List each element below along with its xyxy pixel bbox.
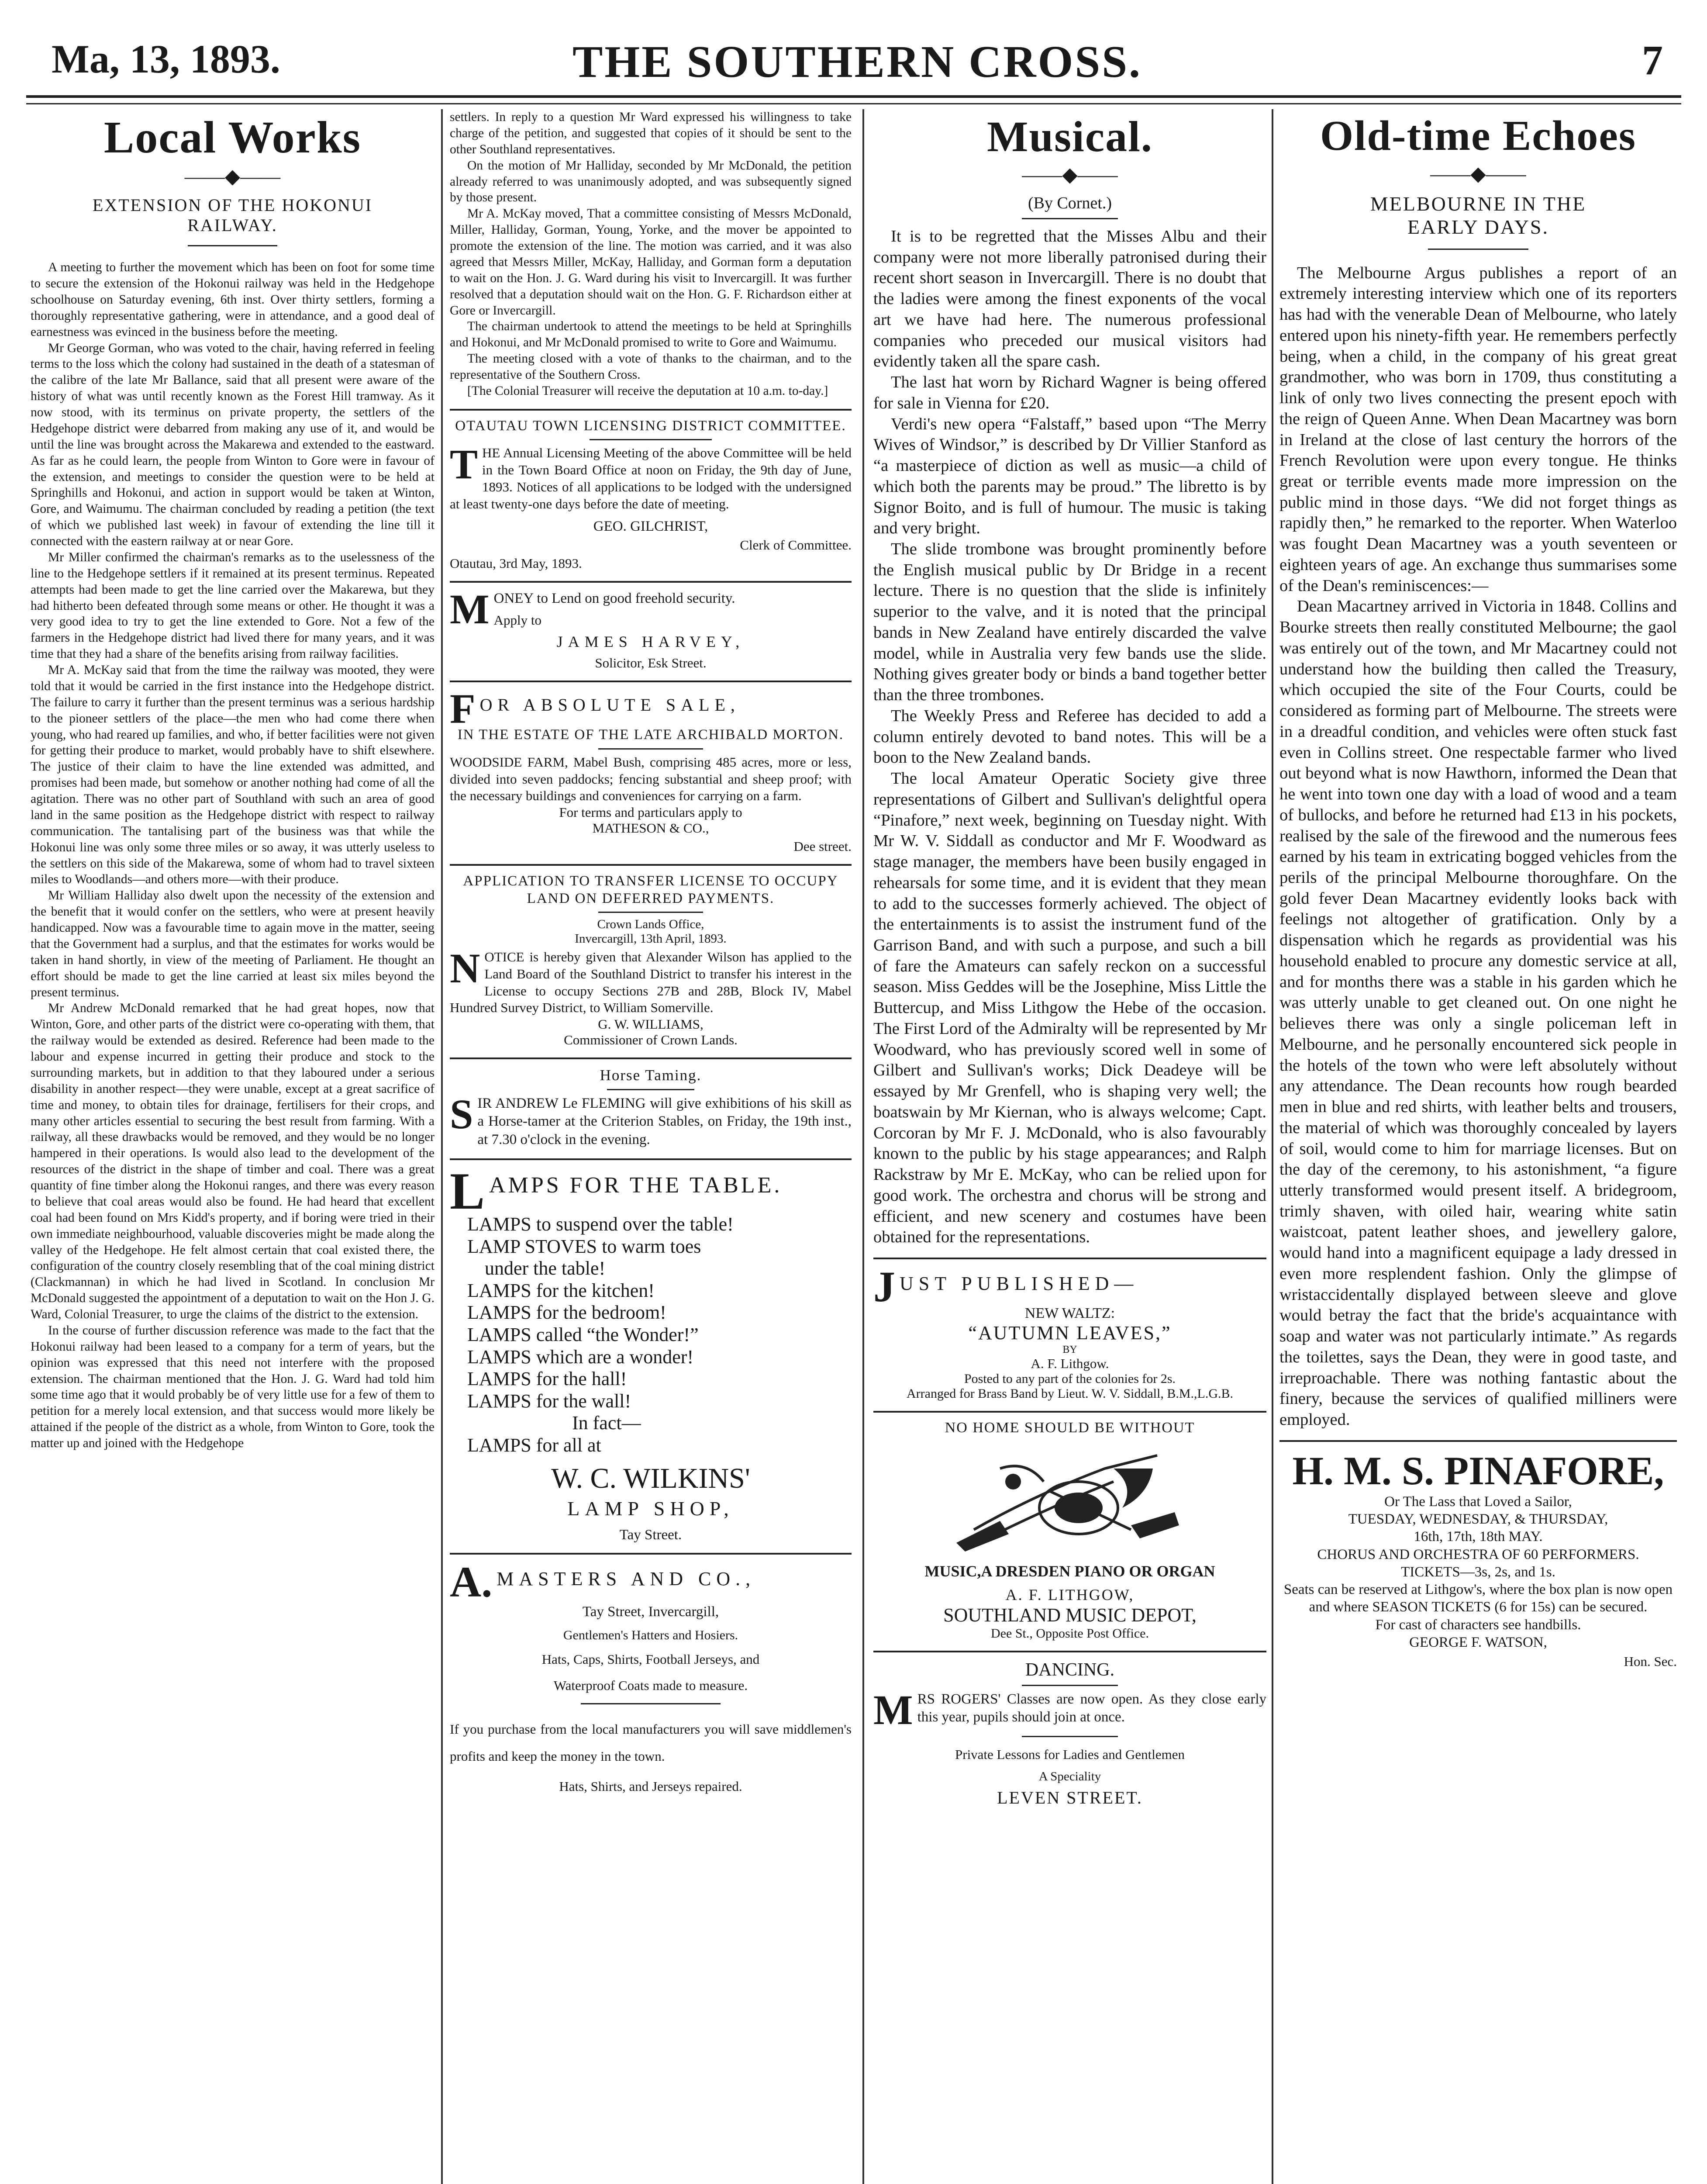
divider — [450, 581, 852, 583]
ad-address: Solicitor, Esk Street. — [595, 655, 707, 670]
notice-signer: G. W. WILLIAMS, — [598, 1016, 703, 1032]
ad-secretary: GEORGE F. WATSON, — [1409, 1634, 1547, 1650]
license-transfer-notice — [450, 873, 852, 1048]
dancing-ad — [873, 1659, 1266, 1808]
article-paragraph: The slide trombone was brought prominently before the English musical public by Dr Bridge in a recent lecture. There is no question that the slide is infinitely superior to the valve, and it is noted that the principal bands in New Zealand have entirely discarded the valve model, while in Australia very few bands use the slide. Nothing gives greater body or binds a band together better than the three trombones. — [873, 540, 1266, 705]
divider — [1022, 1685, 1118, 1686]
ad-tickets: TICKETS—3s, 2s, and 1s. — [1401, 1564, 1555, 1580]
column-divider — [441, 109, 443, 2184]
ad-trade: Gentlemen's Hatters and Hosiers. — [563, 1628, 738, 1643]
ad-agent: MATHESON & CO., — [592, 820, 709, 836]
dropcap: F — [450, 685, 476, 732]
divider — [1022, 1736, 1118, 1737]
divider — [1279, 1440, 1677, 1442]
article-paragraph: The Weekly Press and Referee has decided to add a column entirely devoted to band notes. This will be a boon to the New Zealand bands. — [873, 706, 1266, 767]
ad-line: LAMP STOVES to warm toes — [467, 1235, 701, 1257]
article-paragraph: The local Amateur Operatic Society give three representations of Gilbert and Sullivan's delightful opera “Pinafore,” next week, beginning on Tuesday night. With Mr W. V. Siddall as conductor and Mr F. Woodward as stage manager, the members have been busily engaged in rehearsals for some time, and it is evident that they mean to add to the successes formerly achieved. The object of the entertainments is to assist the instrument fund of the Garrison Band, and with such a purpose, and such a bill of fare the Amateurs can safely reckon on a successful season. Miss Geddes will be the Josephine, Miss Little the Buttercup, and Miss Lithgow the Hebe of the occasion. The First Lord of the Admiralty will be represented by Mr Woodward, who has previously scored well in some of Gilbert and Sullivan's works; Dick Deadeye will be essayed by Mr Grenfell, who is shaping very well; the boatswain by Mr Kiernan, who is always welcome; Capt. Corcoran by Mr F. J. McDonald, who is also favourably known to the public by his stage appearances; and Ralph Rackstraw by Mr E. McKay, who can be relied upon for good work. The orchestra and chorus will be strong and efficient, and new scenery and costumes have been obtained for the representations. — [873, 769, 1266, 1247]
ad-estate: IN THE ESTATE OF THE LATE ARCHIBALD MORTON. — [457, 727, 844, 743]
ad-title: MASTERS AND CO., — [497, 1568, 756, 1590]
ornament-diamond-icon: ——◆—— — [1022, 163, 1118, 186]
ad-line: LAMPS to suspend over the table! — [467, 1213, 734, 1235]
section-heading-local-works: Local Works — [103, 112, 362, 162]
ad-line: NEW WALTZ: — [1024, 1305, 1115, 1321]
column-local-works — [31, 109, 435, 2184]
ornament-diamond-icon: ——◆—— — [184, 165, 281, 188]
divider — [188, 245, 277, 246]
divider — [873, 1258, 1266, 1259]
article-paragraph: Dean Macartney arrived in Victoria in 1848. Collins and Bourke streets then really constituted Melbourne; the gaol was entirely out of the town, and Mr Macartney could not understand how the building then called the Treasury, which occupied the site of the Four Courts, could be considered as forming part of Melbourne. The streets were in a dreadful condition, and vehicles were often stuck fast even in Collins street. One respectable farmer who lived out beyond what is now Hawthorn, informed the Dean that he went into town one day with a load of wood and a team of bullocks, and before he returned had £13 in his pockets, realised by the sale of the firewood and the numerous fees earned by his team in extricating bogged vehicles from the perils of the principal Melbourne thoroughfare. On the gold fever Dean Macartney evidently looks back with feelings not altogether of gratification. Only by a dispensation which he regards as providential was his household enabled to procure any domestic service at all, and for months there was a stable in his garden which he was utterly unable to get cleaned out. On one night he believes there was only a single policeman left in Melbourne, and he personally encountered sick people in the hotels of the town who were left absolutely without any attendance. The Dean recounts how rough bearded men in blue and red shirts, with leather belts and trousers, the material of which was thoroughly concealed by layers of soil, would come to him for marriage licenses. But on the day of the ceremony, to his astonishment, “a figure utterly transformed would present itself. A bridegroom, trimly shaven, with oiled hair, wearing white satin waistcoat, patent leather shoes, and jewellery galore, would hand into a magnificent equipage a lady dressed in even more resplendent fashion. Only the glimpse of wristaccidentally displayed between sleeve and glove would betray the fact that the bride's acquaintance with soap and water was not particularly intimate.” As regards the toilettes, says the Dean, they were in good taste, and irreproachable. There was nothing fantastic about the finery, because the services of qualified milliners were employed. — [1279, 597, 1677, 1429]
notice-body: HE Annual Licensing Meeting of the above Committee will be held in the Town Board Office at noon on Friday, the 9th day of June, 1893. Notices of all applications to be lodged with the undersigned at least twenty-one days before the date of meeting. — [450, 445, 852, 511]
dropcap: N — [450, 945, 480, 992]
ad-line: LAMPS for the bedroom! — [467, 1302, 666, 1324]
article-paragraph: It is to be regretted that the Misses Albu and their company were not more liberally patronised during their recent short season in Invercargill. There is no doubt that the ladies were among the finest exponents of the vocal art we have had here. The numerous professional companies who preceded our musical visitors had evidently taken all the spare cash. — [873, 227, 1266, 371]
ad-title: Horse Taming. — [600, 1067, 702, 1084]
ad-line: Posted to any part of the colonies for 2s. — [964, 1371, 1176, 1386]
musical-instruments-illustration-icon — [948, 1442, 1192, 1556]
divider — [581, 1703, 721, 1704]
article-paragraph: Mr George Gorman, who was voted to the chair, having referred in feeling terms to the loss which the colony had sustained in the death of a statesman of the calibre of the late Mr Ballance, said that all present were aware of the history of what was until recently known as the Forest Hill tramway. As it now stood, with its terminus on private property, the settlers of the Hedgehope district were debarred from making any use of it, and would be until the line was brought across the Makarewa and extended to the eastward. As far as he could learn, the people from Winton to Gore were in favour of the extension, and meetings to consider the question were to be held at Springhills and Hokonui, and action in support would be taken at Winton, Gore, and Waimumu. The chairman concluded by reading a petition (the text of which we published last week) in favour of extending the line till it connected with the eastern railway at or near Gore. — [31, 341, 435, 549]
column-divider — [862, 109, 864, 2184]
ad-depot: SOUTHLAND MUSIC DEPOT, — [943, 1604, 1197, 1626]
notice-signer-title: Commissioner of Crown Lands. — [564, 1032, 738, 1048]
divider — [598, 748, 703, 750]
ad-line: Private Lessons for Ladies and Gentlemen — [955, 1747, 1185, 1762]
column-advertisements — [450, 109, 852, 2184]
article-paragraph: Mr Miller confirmed the chairman's remarks as to the uselessness of the line to the Hedgehope settlers if it remained at its present terminus. Repeated attempts had been made to get the line carried over the Makarewa, but they had hitherto been defeated through some means or other. He thought it was a very good idea to try to get the line extended to Gore. Not a few of the farmers in the Hedgehope district had lived there for many years, and it was time that they had a share of the benefits arising from railway facilities. — [31, 550, 435, 661]
divider — [450, 409, 852, 411]
money-ad — [450, 586, 852, 670]
ad-line: MUSIC,A DRESDEN PIANO OR ORGAN — [924, 1562, 1215, 1580]
ad-line: LAMPS for the hall! — [467, 1368, 627, 1390]
article-paragraph: The chairman undertook to attend the meetings to be held at Springhills and Hokonui, and Mr McDonald promised to write to Gore and Waimumu. — [450, 319, 852, 350]
divider — [1022, 218, 1118, 219]
divider — [873, 1651, 1266, 1652]
ad-body: RS ROGERS' Classes are now open. As they close early this year, pupils should join at once. — [917, 1691, 1266, 1725]
divider — [598, 912, 703, 913]
divider — [450, 1158, 852, 1160]
notice-signer-title: Clerk of Committee. — [740, 537, 852, 553]
section-heading-old-time-echoes: Old-time Echoes — [1320, 112, 1637, 159]
dropcap: S — [450, 1091, 473, 1138]
divider — [450, 1057, 852, 1059]
ad-pitch: If you purchase from the local manufacturers you will save middlemen's profits and keep the money in the town. — [450, 1721, 852, 1764]
article-paragraph: The Melbourne Argus publishes a report of an extremely interesting interview which one of its reporters has had with the venerable Dean of Melbourne, who lately entered upon his ninety-fifth year. He remembers perfectly being, when a child, in the company of his great great grandmother, who was born in 1709, thus constituting a link of only two lives connecting the present epoch with the reign of Queen Anne. When Dean Macartney was born in Ireland at the close of last century the horrors of the French Revolution were upon every tongue. He thinks great or terrible events made more impression on the public mind in those days. “We did not forget things as rapidly then,” he remarked to the reporter. When Waterloo was fought Dean Macartney was a youth seventeen or eighteen years of age. An exchange thus summarises some of the Dean's reminiscences:— — [1279, 263, 1677, 595]
article-paragraph: Mr A. McKay said that from the time the railway was mooted, they were told that it would be carried in the first instance into the Hedgehope district. The failure to carry it further than the present terminus was a serious hardship to the pioneer settlers of the place—the men who had come there when young, who had reared up families, and who, if better facilities were not given for getting their produce to market, would probably have to shift elsewhere. The justice of their claim to have the line extended was admitted, and promises had been made, but somehow or another nothing had come of all the agitation. There was no other part of Southland with such an area of good land in the same position as the Hedgehope district with respect to railway communication. The tantalising part of the business was that while the Hokonui line was only some three miles or so away, it was utterly useless to the settlers on this side of the Makarewa, some of whom had to travel sixteen miles to Woodlands—and others more—with their produce. — [31, 663, 435, 887]
ad-name: JAMES HARVEY, — [556, 632, 745, 650]
dropcap: A. — [450, 1558, 493, 1607]
ad-seats: Seats can be reserved at Lithgow's, where the box plan is now open and where SEASON TICKETS (6 for 15s) can be secured. — [1283, 1582, 1673, 1615]
article-subheading: EARLY DAYS. — [1407, 215, 1549, 238]
ornament-diamond-icon: ——◆—— — [1430, 162, 1526, 185]
article-paragraph: The meeting closed with a vote of thanks to the chairman, and to the representative of the Southern Cross. — [450, 352, 852, 382]
article-subheading: MELBOURNE IN THE — [1370, 192, 1586, 215]
ad-dates: 16th, 17th, 18th MAY. — [1414, 1529, 1543, 1545]
ad-line: Arranged for Brass Band by Lieut. W. V. Siddall, B.M.,L.G.B. — [906, 1386, 1234, 1401]
paper-title: THE SOUTHERN CROSS. — [572, 37, 1142, 87]
divider — [607, 1089, 694, 1090]
byline: (By Cornet.) — [1028, 194, 1112, 212]
article-paragraph: On the motion of Mr Halliday, seconded by Mr McDonald, the petition already referred to was unanimously adopted, and was subsequently signed by those present. — [450, 158, 852, 205]
divider — [450, 864, 852, 866]
issue-date: Ma, 13, 1893. — [52, 37, 280, 81]
article-subheading: EXTENSION OF THE HOKONUI — [92, 195, 373, 215]
column-divider — [1272, 109, 1273, 2184]
ad-address: Dee St., Opposite Post Office. — [991, 1626, 1149, 1641]
ad-agent-address: Dee street. — [793, 839, 852, 854]
ad-address: Tay Street, Invercargill, — [582, 1604, 719, 1620]
divider — [1428, 249, 1528, 250]
ad-body: WOODSIDE FARM, Mabel Bush, comprising 485 acres, more or less, divided into seven paddocks; fencing substantial and sheep proof; with the necessary buildings and conveniences for carrying on a farm. — [450, 754, 852, 804]
waltz-name: “AUTUMN LEAVES,” — [968, 1322, 1172, 1344]
dropcap: J — [873, 1262, 895, 1311]
divider — [873, 1411, 1266, 1413]
ad-line: LAMPS which are a wonder! — [467, 1346, 694, 1368]
article-paragraph: Mr A. McKay moved, That a committee consisting of Messrs McDonald, Miller, Halliday, Gorman, Young, Yorke, and the mover be appointed to promote the extension of the line. The motion was carried, and it was also agreed that Messrs Miller, McKay, Halliday, and Gorman form a deputation to wait on the Hon. J. G. Ward during his visit to Invercargill. It was further resolved that a deputation should wait on the Hon. G. F. Richardson either at Gore or Invercargill. — [450, 207, 852, 318]
music-depot-ad — [873, 1420, 1266, 1641]
article-paragraph: In the course of further discussion reference was made to the fact that the Hokonui railway had been leased to a company for a term of years, but the opinion was expressed that this need not interfere with the proposed extension. The chairman mentioned that the Hon. J. G. Ward had told him some time ago that it would probably be of very little use for a few of them to petition for a merely local extension, and that success would more likely be attained if the people of the district as a whole, from Winton to Gore, took the matter up and joined with the Hedgehope — [31, 1323, 435, 1451]
divider — [450, 1553, 852, 1555]
ad-line: under the table! — [485, 1258, 606, 1279]
ad-secretary-title: Hon. Sec. — [1624, 1654, 1677, 1669]
notice-dateline: Otautau, 3rd May, 1893. — [450, 556, 582, 571]
ad-speciality: A Speciality — [1038, 1769, 1101, 1784]
ad-line: LAMPS for the wall! — [467, 1390, 631, 1412]
divider — [590, 439, 712, 440]
ad-title: UST PUBLISHED— — [900, 1272, 1139, 1294]
ad-terms: For terms and particulars apply to — [559, 805, 742, 820]
notice-title: APPLICATION TO TRANSFER LICENSE TO OCCUPY LAND ON DEFERRED PAYMENTS. — [463, 873, 838, 906]
column-old-time-echoes — [1279, 109, 1677, 2184]
ad-title: DANCING. — [1025, 1659, 1115, 1680]
waltz-ad — [873, 1262, 1266, 1401]
ad-title: AMPS FOR THE TABLE. — [489, 1172, 783, 1198]
notice-title: OTAUTAU TOWN LICENSING DISTRICT COMMITTEE. — [455, 418, 846, 434]
ad-repair: Hats, Shirts, and Jerseys repaired. — [559, 1779, 742, 1794]
divider — [450, 681, 852, 682]
article-paragraph: Mr Andrew McDonald remarked that he had great hopes, now that Winton, Gore, and other parts of the district were co-operating with them, that the railway would be extended as desired. Reference had been made to the labour and expense incurred in getting their produce and stock to the surrounding markets, but in addition to that they laboured under a serious disability in another respect—they were unable, except at a great sacrifice of time and money, to obtain tiles for drainage, fertilisers for their crops, and many other articles essential to securing the best result from farming. With a railway, all these drawbacks would be removed, and they would be no longer hampered in their operations. Is would also lead to the development of the resources of the district in the shape of timber and coal. There was a great quantity of fine timber along the Hokonui ranges, and there was every reason to believe that coal areas would also be found. He had heard that excellent coal had been found on Mrs Kidd's property, and if boring were tried in their own immediate neighbourhood, valuable discoveries might be made along the valley of the Hedgehope. He felt almost certain that coal existed there, the configuration of the country closely resembling that of the coal mining district (Clackmannan) in which he had lived in Scotland. In conclusion Mr McDonald suggested the appointment of a deputation to wait on the Hon J. G. Ward, Colonial Treasurer, to urge the claims of the district to the extension. — [31, 1001, 435, 1322]
page-number: 7 — [1642, 37, 1663, 83]
horse-taming-ad — [450, 1066, 852, 1149]
ad-body: ONEY to Lend on good freehold security. — [493, 591, 735, 607]
dropcap: M — [450, 586, 490, 633]
article-paragraph: settlers. In reply to a question Mr Ward expressed his willingness to take charge of the petition, and suggested that copies of it should be sent to the other Southland representatives. — [450, 110, 852, 156]
ad-title: OR ABSOLUTE SALE, — [479, 695, 740, 715]
ad-apply: Apply to — [493, 612, 541, 628]
ad-title: H. M. S. PINAFORE, — [1292, 1448, 1664, 1493]
ad-chorus: CHORUS AND ORCHESTRA OF 60 PERFORMERS. — [1317, 1546, 1639, 1562]
ad-subtitle: Or The Lass that Loved a Sailor, — [1384, 1493, 1572, 1510]
ad-cast: For cast of characters see handbills. — [1375, 1617, 1581, 1633]
header-rule — [26, 95, 1681, 104]
ad-goods: Waterproof Coats made to measure. — [553, 1678, 748, 1693]
ad-line: LAMPS for all at — [467, 1434, 601, 1456]
column-musical — [873, 109, 1266, 2184]
notice-date: Invercargill, 13th April, 1893. — [575, 932, 727, 946]
masters-ad — [450, 1558, 852, 1794]
dropcap: L — [450, 1161, 485, 1220]
article-paragraph: Verdi's new opera “Falstaff,” based upon “The Merry Wives of Windsor,” is described by Dr Villier Stanford as “a masterpiece of diction as well as music—a child of which both the parents may be proud.” The libretto is by Signor Boito, and is full of humour. The music is taking and very bright. — [873, 415, 1266, 538]
article-paragraph: A meeting to further the movement which has been on foot for some time to secure the extension of the Hokonui railway was held in the Hedgehope schoolhouse on Saturday evening, 6th inst. Over thirty settlers, forming a thoroughly representative gathering, were in attendance, and a good deal of earnestness was evinced in the business before the meeting. — [31, 260, 435, 339]
lamps-ad — [450, 1161, 852, 1543]
pinafore-ad — [1279, 1449, 1677, 1669]
ad-body: IR ANDREW Le FLEMING will give exhibitions of his skill as a Horse-tamer at the Criterion Stables, on Friday, the 19th inst., at 7.30 o'clock in the evening. — [477, 1095, 852, 1147]
shop-name: W. C. WILKINS' — [551, 1462, 750, 1494]
ad-street: LEVEN STREET. — [997, 1788, 1143, 1808]
ad-days: TUESDAY, WEDNESDAY, & THURSDAY, — [1348, 1511, 1608, 1527]
ad-line: In fact— — [572, 1412, 641, 1434]
ad-line: BY — [1062, 1344, 1077, 1355]
ad-line: NO HOME SHOULD BE WITHOUT — [945, 1419, 1195, 1436]
notice-body: OTICE is hereby given that Alexander Wilson has applied to the Land Board of the Southland District to transfer his interest in the License to occupy Sections 27B and 28B, Block IV, Mabel Hundred Survey District, to William Somerville. — [450, 949, 852, 1016]
ad-goods: Hats, Caps, Shirts, Football Jerseys, and — [541, 1652, 760, 1667]
absolute-sale-ad — [450, 685, 852, 854]
dropcap: T — [450, 441, 478, 488]
article-paragraph: The last hat worn by Richard Wagner is being offered for sale in Vienna for £20. — [873, 373, 1266, 412]
ad-line: LAMPS called “the Wonder!” — [467, 1324, 699, 1345]
shop-label: LAMP SHOP, — [567, 1497, 734, 1520]
shop-street: Tay Street. — [619, 1527, 682, 1543]
notice-office: Crown Lands Office, — [597, 917, 704, 932]
ad-line: LAMPS for the kitchen! — [467, 1279, 655, 1301]
ad-author: A. F. Lithgow. — [1031, 1355, 1109, 1371]
dropcap: M — [873, 1686, 913, 1733]
notice-signer: GEO. GILCHRIST, — [593, 518, 708, 535]
section-heading-musical: Musical. — [987, 112, 1153, 161]
article-subheading: RAILWAY. — [187, 215, 278, 235]
ad-seller: A. F. LITHGOW, — [1005, 1586, 1135, 1603]
masthead — [52, 27, 1663, 93]
article-paragraph: Mr William Halliday also dwelt upon the necessity of the extension and the benefit that it would confer on the settlers, who were at present heavily handicapped. Now was a favourable time to again move in the matter, seeing that the Government had a surplus, and that the estimates for works would be taken in hand shortly, in view of the meeting of Parliament. He thought an effort should be made to get the line carried at least six miles beyond the present terminus. — [31, 888, 435, 999]
article-paragraph: [The Colonial Treasurer will receive the deputation at 10 a.m. to-day.] — [467, 384, 828, 398]
otautau-notice — [450, 418, 852, 572]
